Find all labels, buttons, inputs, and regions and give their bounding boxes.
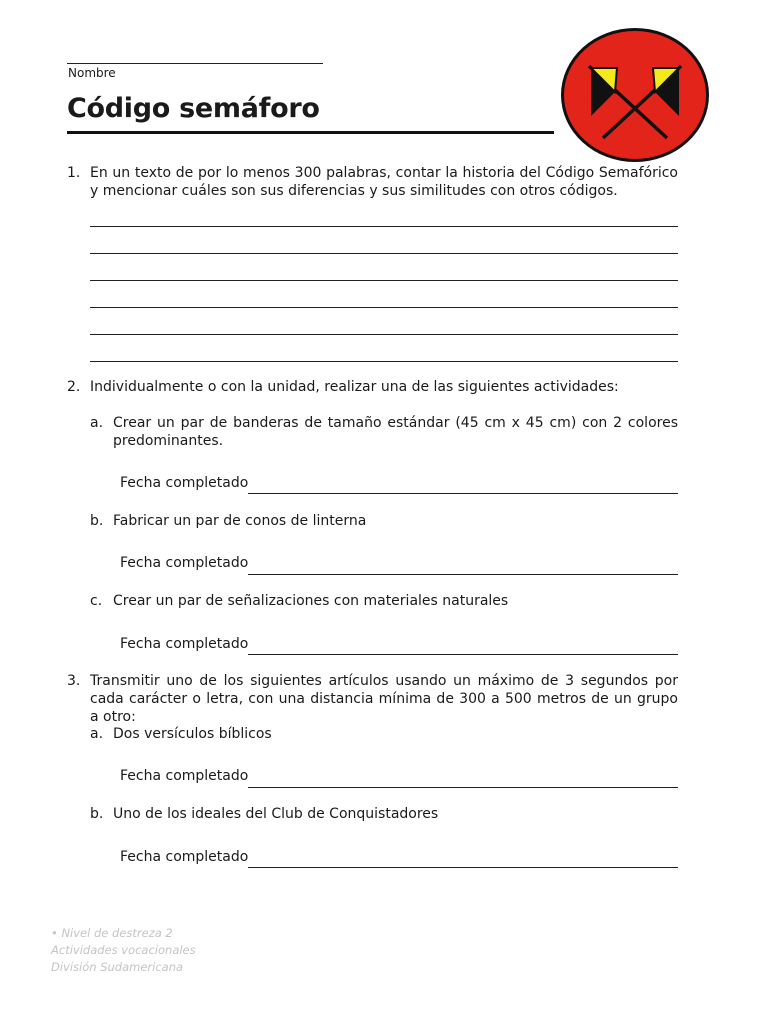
item-2b-letter: b. (90, 513, 104, 529)
footer-line-2: Actividades vocacionales (51, 943, 196, 957)
writing-line[interactable] (90, 361, 678, 362)
item-2c-letter: c. (90, 593, 103, 609)
item-2-number: 2. (67, 379, 81, 395)
semaphore-flags-icon (559, 26, 711, 164)
item-1-number: 1. (67, 165, 81, 181)
name-label: Nombre (68, 66, 116, 80)
fecha-input-line[interactable] (248, 493, 678, 494)
fecha-label: Fecha completado (120, 555, 249, 571)
writing-line[interactable] (90, 307, 678, 308)
fecha-label: Fecha completado (120, 636, 249, 652)
fecha-input-line[interactable] (248, 654, 678, 655)
item-3-text: Transmitir uno de los siguientes artículos usando un máximo de 3 segundos por cada carácter o letra, con una distancia mínima de 300 a 500 metros de un grupo a otro: (90, 673, 678, 725)
item-2-text: Individualmente o con la unidad, realizar una de las siguientes actividades: (90, 379, 619, 395)
item-3b-letter: b. (90, 806, 104, 822)
writing-line[interactable] (90, 280, 678, 281)
item-3b-text: Uno de los ideales del Club de Conquistadores (113, 806, 439, 822)
page-title: Código semáforo (67, 93, 320, 124)
fecha-input-line[interactable] (248, 867, 678, 868)
fecha-label: Fecha completado (120, 475, 249, 491)
item-1-text: En un texto de por lo menos 300 palabras, contar la historia del Código Semafórico y mencionar cuáles son sus diferencias y sus similitudes con otros códigos. (90, 165, 678, 199)
writing-line[interactable] (90, 334, 678, 335)
writing-line[interactable] (90, 253, 678, 254)
item-3-number: 3. (67, 673, 81, 689)
fecha-input-line[interactable] (248, 574, 678, 575)
item-2a-text: Crear un par de banderas de tamaño estándar (45 cm x 45 cm) con 2 colores predominantes. (113, 415, 678, 449)
footer-line-3: División Sudamericana (51, 960, 184, 974)
fecha-input-line[interactable] (248, 787, 678, 788)
footer-line-1: • Nivel de destreza 2 (51, 926, 173, 940)
title-rule (67, 131, 554, 134)
item-3a-letter: a. (90, 726, 104, 742)
name-underline (67, 63, 323, 64)
item-3a-text: Dos versículos bíblicos (113, 726, 272, 742)
footer-watermark (51, 925, 196, 976)
item-2b-text: Fabricar un par de conos de linterna (113, 513, 367, 529)
writing-line[interactable] (90, 226, 678, 227)
fecha-label: Fecha completado (120, 768, 249, 784)
item-2a-letter: a. (90, 415, 104, 431)
item-2c-text: Crear un par de señalizaciones con materiales naturales (113, 593, 509, 609)
fecha-label: Fecha completado (120, 849, 249, 865)
